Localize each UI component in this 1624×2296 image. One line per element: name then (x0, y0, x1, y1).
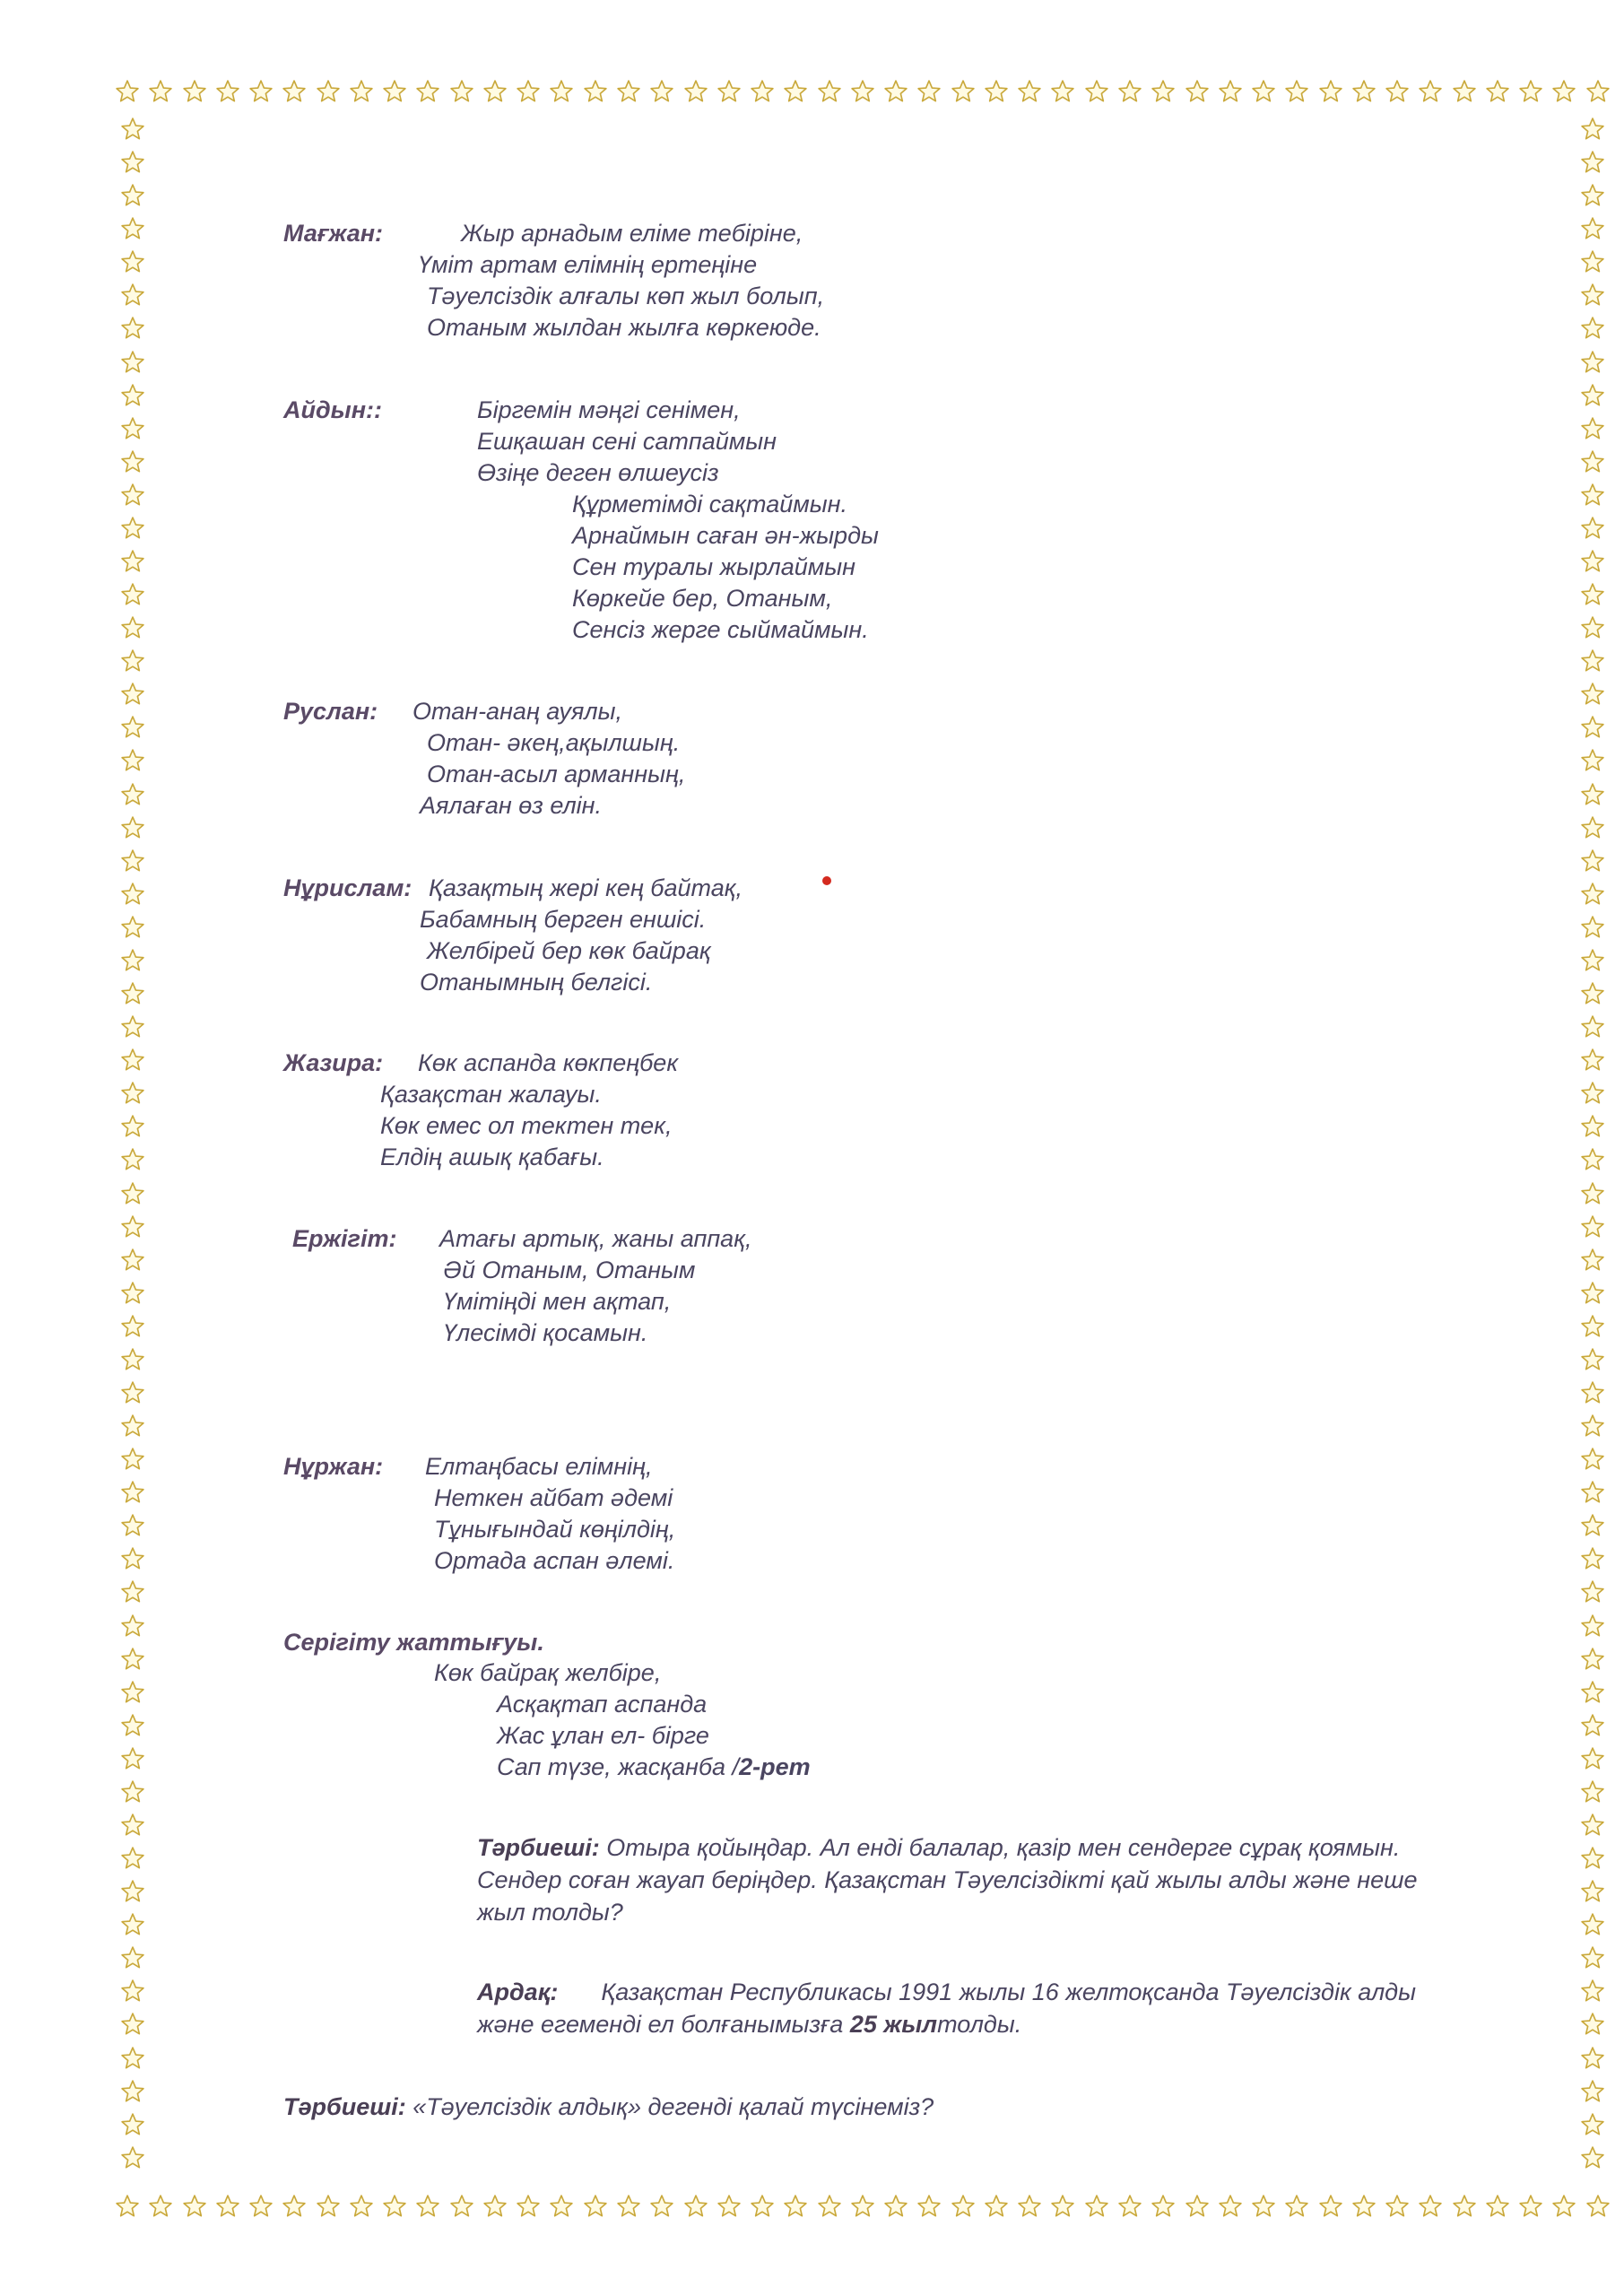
speaker-name: Жазира: (283, 1049, 384, 1076)
verse-line: Үміт артам елімнің ертеңіне (418, 251, 758, 278)
verse-line: Үлесімді қосамын. (443, 1319, 648, 1346)
teacher-question (477, 1831, 1553, 1928)
teacher-final (283, 2091, 1359, 2123)
verse-line: Қазақтың жері кең байтақ, (429, 874, 743, 901)
verse-line: Көркейе бер, Отаным, (572, 585, 833, 612)
verse-line: Желбірей бер көк байрақ (427, 937, 711, 964)
answer-text-2: және егеменді ел болғанымызға (477, 2011, 850, 2038)
verse-line: Қазақстан жалауы. (380, 1081, 602, 1108)
verse-line: Сен туралы жырлаймын (572, 553, 855, 580)
speaker-name: Нұржан: (283, 1453, 384, 1480)
speaker-name: Тәрбиеші: (477, 1834, 600, 1861)
exercise-line: Асқақтап аспанда (497, 1691, 708, 1718)
exercise-title: Серігіту жаттығуы. (283, 1629, 544, 1656)
question-text-3: жыл толды? (477, 1899, 623, 1926)
verse-line: Біргемін мәңгі сенімен, (477, 396, 741, 423)
ink-spot (822, 876, 831, 885)
question-text-2: Сендер соған жауап беріңдер. Қазақстан Тәуелсіздікті қай жылы алды және неше (477, 1866, 1418, 1893)
verse-line: Елдің ашық қабағы. (380, 1144, 604, 1170)
verse-line: Аялаған өз елін. (420, 792, 603, 819)
verse-line: Елтаңбасы елімнің, (425, 1453, 653, 1480)
speaker-name: Тәрбиеші: (283, 2093, 406, 2120)
question-text-1: Отыра қойыңдар. Ал енді балалар, қазір мен сендерге сұрақ қоямын. (606, 1834, 1401, 1861)
exercise-line (497, 1752, 811, 1782)
verse-line: Үмітіңді мен ақтап, (443, 1288, 672, 1315)
verse-line: Отан-анаң ауялы, (413, 698, 622, 725)
verse-line: Отан- әкең,ақылшың. (427, 729, 681, 756)
speaker-name: Ержігіт: (292, 1225, 397, 1252)
final-question: «Тәуелсіздік алдық» дегенді қалай түсінеміз? (413, 2093, 934, 2120)
speaker-name: Руслан: (283, 698, 378, 725)
verse-line: Құрметімді сақтаймын. (572, 491, 847, 517)
answer-text-1: Қазақстан Республикасы 1991 жылы 16 желтоқсанда Тәуелсіздік алды (601, 1979, 1416, 2005)
speaker-name: Айдын:: (283, 396, 383, 423)
verse-line: Арнаймын саған ән-жырды (572, 522, 879, 549)
verse-line: Өзіңе деген өлшеусіз (477, 459, 719, 486)
verse-line: Бабамның берген еншісі. (420, 906, 707, 933)
verse-line: Атағы артық, жаны аппақ, (439, 1225, 752, 1252)
verse-line: Ортада аспан әлемі. (434, 1547, 675, 1574)
answer-text-3: толды. (937, 2011, 1022, 2038)
verse-line: Отанымның белгісі. (420, 969, 653, 996)
answer-block (477, 1976, 1553, 2040)
verse-line: Ешқашан сені сатпаймын (477, 428, 777, 455)
speaker-name: Мағжан: (283, 220, 384, 247)
verse-line: Неткен айбат әдемі (434, 1484, 673, 1511)
repeat-count: 2-рет (739, 1753, 811, 1780)
verse-line: Сенсіз жерге сыймаймын. (572, 616, 869, 643)
verse-line: Әй Отаным, Отаным (443, 1257, 696, 1283)
verse-line: Тәуелсіздік алғалы көп жыл болып, (427, 283, 825, 309)
verse-line: Көк аспанда көкпеңбек (418, 1049, 679, 1076)
speaker-name: Нұрислам: (283, 874, 413, 901)
answer-years: 25 жыл (849, 2011, 938, 2038)
verse-line: Жыр арнадым еліме тебіріне, (461, 220, 803, 247)
exercise-line: Жас ұлан ел- бірге (497, 1722, 709, 1749)
verse-line: Тұнығындай көңілдің, (434, 1516, 676, 1543)
verse-line: Отаным жылдан жылға көркеюде. (427, 314, 821, 341)
exercise-line: Көк байрақ желбіре, (434, 1659, 662, 1686)
speaker-name: Ардақ: (477, 1979, 559, 2005)
verse-line: Көк емес ол тектен тек, (380, 1112, 673, 1139)
verse-line: Отан-асыл арманның, (427, 761, 686, 787)
exercise-line-text: Сап түзе, жасқанба / (497, 1753, 740, 1780)
